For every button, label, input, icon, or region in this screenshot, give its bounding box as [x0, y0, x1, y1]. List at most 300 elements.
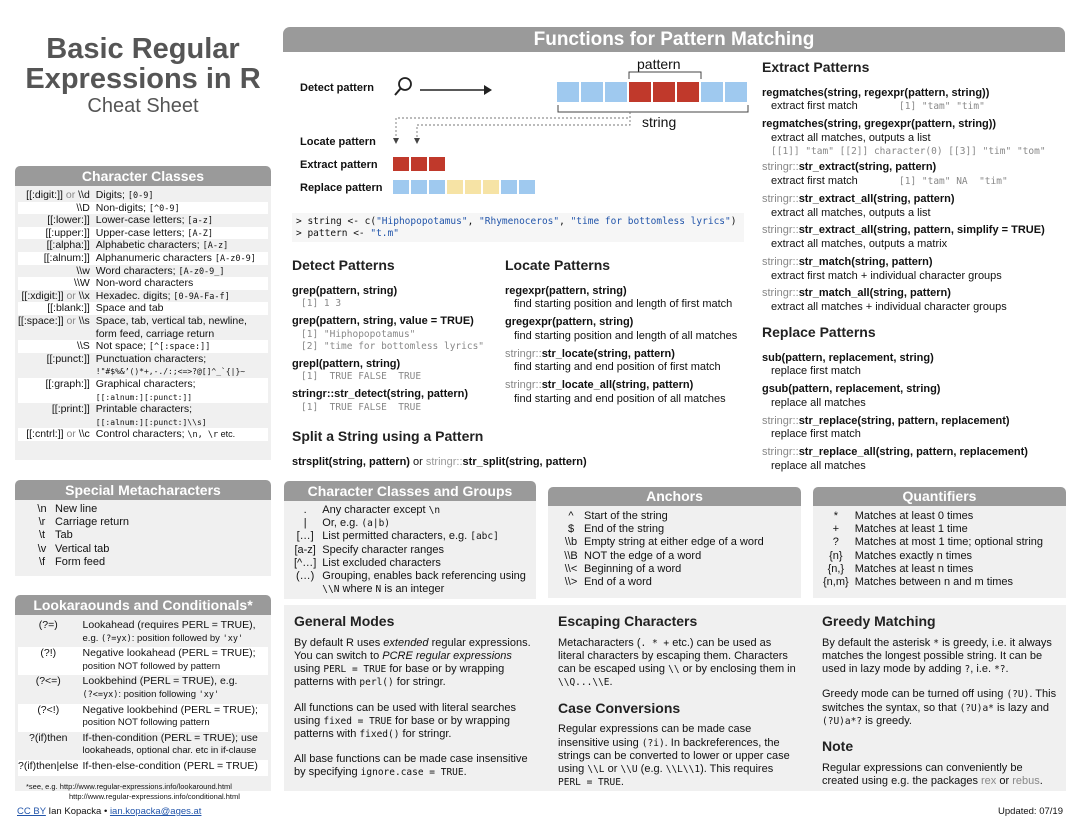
row-desc [322, 504, 526, 517]
desc-text: Not space; [95, 340, 149, 353]
class-row [18, 277, 268, 290]
lookaround-row [18, 732, 268, 760]
symbol-text: [[:print:]] [51, 403, 90, 416]
desc-text: Non-word characters [95, 277, 194, 290]
code-text: !"#$%&’()*+,-./:;<=>?@[]^_`{|}~ [95, 367, 246, 377]
function-text: str_extract_all(string, pattern) [798, 192, 955, 205]
desc-text: Any character except [322, 504, 429, 516]
desc-text: Carriage return [55, 516, 129, 529]
desc-text: Graphical characters; [95, 377, 196, 390]
desc-text: Specify character ranges [322, 543, 444, 556]
class-row [18, 252, 268, 265]
code-text: , [559, 216, 571, 227]
table-row [564, 523, 764, 536]
desc-text: List permitted characters, e.g. [322, 530, 471, 543]
paragraph: All functions can be used with literal searches using fixed = TRUE for base or by wrapping patterns with fixed() for stringr. [294, 701, 516, 740]
row-desc [55, 543, 129, 556]
lookaround-symbol: ?(if)then|else [18, 759, 79, 772]
desc-text: Lookahead (requires PERL = TRUE), [82, 619, 256, 631]
cell [677, 82, 699, 102]
class-desc [96, 353, 268, 378]
cell [653, 82, 675, 102]
row-desc [55, 503, 129, 516]
class-row [18, 302, 268, 315]
function-desc: extract first match + individual character groups [771, 269, 1002, 282]
code-text: N [375, 584, 382, 596]
code-string: "t.m" [370, 228, 399, 239]
function-name: regexpr(pattern, string) [505, 284, 627, 297]
function-text: str_detect(string, pattern) [334, 388, 469, 401]
note-line: http://www.regular-expressions.info/conditional.html [69, 791, 240, 801]
note-text [822, 762, 1060, 788]
row-symbol: [^…] [294, 556, 317, 569]
package-name: rex [981, 774, 997, 787]
lookarounds-panel [15, 615, 271, 801]
code-string: "time for bottomless lyrics" [570, 216, 731, 227]
main-header: Functions for Pattern Matching [283, 27, 1065, 52]
package-prefix: stringr:: [762, 192, 799, 205]
string-label: string [642, 114, 677, 130]
function-desc: replace first match [771, 428, 861, 441]
desc-text: Upper-case letters; [95, 226, 188, 239]
quantifiers-table [823, 510, 1043, 589]
function-name [505, 348, 755, 362]
desc-text: Matches at least 1 time [854, 523, 968, 536]
desc-text: Space, tab, vertical tab, newline, form feed, carriage return [95, 314, 247, 340]
desc-text: Or, e.g. [322, 517, 362, 530]
detect-pattern-label: Detect pattern [300, 82, 374, 94]
lookaround-symbol: (?!) [40, 647, 57, 660]
function-desc: find starting and end position of all matches [514, 392, 726, 405]
function-name: gregexpr(pattern, string) [505, 316, 634, 328]
function-output: [1] TRUE FALSE TRUE [301, 402, 422, 413]
table-row [823, 510, 1043, 523]
class-desc [96, 265, 268, 278]
or-text: or [63, 289, 79, 302]
package-prefix: stringr:: [762, 446, 799, 458]
pattern-brace [628, 70, 702, 80]
row-desc [855, 550, 1043, 563]
row-symbol: \\> [564, 575, 578, 588]
table-row [823, 536, 1043, 549]
code-text: 'xy' [222, 633, 244, 644]
code-text: > string <- c( [296, 216, 377, 227]
class-row [18, 378, 268, 403]
class-symbol [18, 340, 96, 353]
section-title: Split a String using a Pattern [292, 428, 484, 444]
class-desc [96, 302, 268, 315]
package-prefix: stringr:: [425, 455, 463, 468]
note-line [822, 775, 1060, 788]
desc-text: : position followed by [131, 632, 223, 644]
special-metacharacters-panel [15, 500, 271, 576]
function-desc: replace all matches [771, 459, 866, 472]
lookaround-desc [83, 704, 268, 732]
package-prefix: stringr:: [762, 287, 799, 300]
footer-credit [17, 806, 201, 818]
cell [519, 180, 535, 194]
class-desc [96, 252, 268, 265]
special-metacharacters-table [35, 503, 129, 569]
symbol-text: \\s [78, 314, 90, 327]
function-name: gsub(pattern, replacement, string) [762, 383, 941, 395]
desc-text: Alphabetic characters; [95, 239, 203, 252]
function-text: str_match(string, pattern) [798, 255, 933, 268]
code-text: [A-z] [202, 241, 229, 252]
desc-text: Negative lookahead (PERL = TRUE); [82, 647, 256, 660]
desc-text: If-then-condition (PERL = TRUE); use [82, 731, 258, 744]
table-row [294, 504, 526, 517]
row-desc [855, 576, 1043, 589]
code-text: \n, \r [187, 430, 219, 441]
extract-pattern-label: Extract pattern [300, 159, 378, 171]
function-output: [1] "tam" "tim" [899, 101, 985, 113]
code-text: 'xy' [198, 689, 220, 700]
section-title: Locate Patterns [505, 257, 611, 273]
or-text: or [62, 189, 79, 201]
function-text: str_replace_all(string, pattern, replacement) [798, 446, 1028, 458]
extract-cells [393, 157, 445, 171]
class-row [18, 315, 268, 340]
desc-text: Form feed [55, 555, 106, 568]
desc-text: Non-digits; [95, 201, 149, 214]
function-name: grep(pattern, string) [292, 284, 398, 297]
function-desc: find starting position and length of first match [514, 298, 733, 311]
row-symbol: \f [38, 555, 46, 568]
code-text: (?<=yx) [82, 689, 119, 700]
replace-patterns-section [762, 324, 1072, 474]
symbol-text: [[:punct:]] [46, 352, 90, 365]
section-title: General Modes [294, 613, 395, 629]
table-row [35, 516, 129, 529]
function-text: str_replace(string, pattern, replacement) [798, 414, 1010, 427]
function-desc: replace all matches [771, 396, 866, 409]
function-desc: find starting position and length of all matches [514, 329, 738, 342]
code-string: "Hiphopopotamus" [376, 216, 468, 227]
desc-text: Lookbehind (PERL = TRUE), e.g. [82, 675, 238, 688]
desc-text: Vertical tab [55, 542, 110, 555]
function-name: regmatches(string, regexpr(pattern, string)) [762, 86, 990, 99]
paragraph: Regular expressions can be made case insensitive using (?i). In backreferences, the strings can be converted to lower or upper case using \\L or \\U (e.g. \\L\\1). This requires PERL = TRUE. [558, 723, 790, 789]
table-row [823, 550, 1043, 563]
code-text: [A-Z] [187, 228, 214, 239]
table-row [564, 563, 764, 576]
greedy-section [822, 613, 1060, 788]
function-text: strsplit(string, pattern) [292, 455, 410, 468]
desc-text: extract first match [771, 100, 858, 113]
class-desc [96, 202, 268, 215]
cheat-sheet-title [16, 34, 270, 118]
special-metacharacters-header: Special Metacharacters [15, 480, 271, 500]
symbol-text: [[:blank:]] [47, 302, 90, 315]
author-name: Ian Kopacka • [45, 806, 110, 817]
package-prefix: stringr:: [762, 161, 799, 174]
desc-text: Matches between n and m times [854, 575, 1014, 588]
function-name [762, 193, 1072, 207]
function-name: grepl(pattern, string) [292, 357, 401, 370]
function-name: regmatches(string, gregexpr(pattern, string)) [762, 118, 997, 130]
desc-text: Printable characters; [95, 403, 193, 416]
class-symbol [18, 378, 96, 403]
class-row [18, 214, 268, 227]
desc-text: New line [55, 503, 98, 515]
pattern-label: pattern [637, 56, 681, 72]
row-symbol: . [303, 504, 307, 516]
example-code [292, 213, 744, 242]
package-prefix: stringr:: [292, 388, 335, 401]
desc-text: Matches at least 0 times [854, 510, 974, 522]
symbol-text: \\w [76, 264, 90, 277]
function-name: sub(pattern, replacement, string) [762, 351, 934, 364]
table-row [823, 576, 1043, 589]
desc-text: is an integer [381, 583, 445, 596]
code-text: (a|b) [361, 518, 391, 530]
cell [701, 82, 723, 102]
desc-text: e.g. [82, 632, 102, 644]
class-desc [96, 189, 268, 202]
row-desc [322, 517, 526, 530]
function-name [762, 224, 1072, 238]
table-row [35, 503, 129, 516]
row-desc [322, 544, 526, 557]
symbol-text: \\D [76, 201, 90, 214]
row-symbol: […] [296, 530, 314, 543]
package-prefix: stringr:: [762, 414, 799, 427]
table-row [564, 550, 764, 563]
section-title: Detect Patterns [292, 257, 395, 273]
function-text: str_split(string, pattern) [462, 455, 587, 468]
row-symbol: | [303, 517, 307, 530]
general-modes-section [294, 613, 534, 791]
class-symbol [18, 403, 96, 428]
class-symbol [18, 227, 96, 240]
class-row [18, 403, 268, 428]
code-text: [[:alnum:][:punct:]] [95, 392, 193, 402]
row-desc [55, 516, 129, 529]
row-desc [584, 536, 764, 549]
desc-text: position NOT followed by pattern [82, 660, 221, 672]
function-name [292, 456, 752, 470]
code-text: [A-z0-9_] [178, 266, 225, 277]
row-symbol: \r [38, 516, 46, 529]
cell [605, 82, 627, 102]
class-desc [96, 214, 268, 227]
lookaround-desc [83, 760, 268, 776]
desc-text: Lower-case letters; [95, 214, 188, 227]
detect-patterns-section [292, 257, 502, 414]
paragraph: By default the asterisk * is greedy, i.e. it always matches the longest possible string. It can be used in lazy mode by adding ?, i.e. *?. [822, 636, 1052, 676]
lookaround-row [18, 760, 268, 776]
note-line: *see, e.g. http://www.regular-expressions.info/lookaround.html [26, 781, 232, 791]
table-row [564, 510, 764, 523]
class-desc [96, 290, 268, 303]
cell [411, 180, 427, 194]
string-cells [557, 82, 747, 102]
class-row [18, 265, 268, 278]
function-name [762, 446, 1072, 460]
desc-text: End of a word [584, 575, 652, 588]
symbol-text: [[:graph:]] [45, 377, 90, 390]
desc-text: List excluded characters [322, 556, 441, 569]
email-link[interactable]: ian.kopacka@ages.at [109, 806, 202, 817]
symbol-text: [[:alnum:]] [43, 251, 90, 264]
function-name [762, 415, 1072, 429]
function-desc: extract all matches, outputs a list [771, 206, 931, 219]
escaping-section [558, 613, 798, 801]
desc-text: Matches exactly n times [854, 549, 973, 562]
function-desc [762, 100, 1072, 114]
row-symbol: {n,} [827, 562, 845, 575]
symbol-text: [[:lower:]] [47, 214, 90, 227]
cell [483, 180, 499, 194]
locate-connector [388, 112, 638, 148]
row-desc [584, 550, 764, 563]
desc-text: Digits; [95, 189, 128, 201]
function-name [762, 287, 1072, 301]
function-name [292, 388, 502, 402]
cell [393, 157, 409, 171]
function-text: str_locate_all(string, pattern) [541, 379, 694, 391]
arrow-icon [420, 84, 492, 96]
paragraph: All base functions can be made case insensitive by specifying ignore.case = TRUE. [294, 753, 528, 779]
class-desc [96, 315, 268, 340]
class-symbol [18, 189, 96, 202]
class-symbol [18, 239, 96, 252]
cell [465, 180, 481, 194]
row-desc [584, 563, 764, 576]
locate-patterns-section [505, 257, 755, 407]
class-row [18, 290, 268, 303]
row-desc [855, 523, 1043, 536]
function-output: [1] "Hiphopopotamus" [301, 328, 416, 340]
desc-text: Negative lookbehind (PERL = TRUE); [82, 703, 258, 716]
class-desc [96, 340, 268, 353]
code-text: [^[:space:]] [148, 342, 211, 353]
class-symbol [18, 353, 96, 378]
row-symbol: ^ [568, 510, 574, 522]
symbol-text: \\S [76, 340, 90, 353]
lookaround-desc [83, 732, 268, 760]
class-desc [96, 277, 268, 290]
groups-panel [284, 501, 536, 599]
character-classes-header: Character Classes [15, 166, 271, 186]
lookaround-note [18, 782, 268, 802]
paragraph: By default R uses extended regular expressions. You can switch to PCRE regular expressions using PERL = TRUE for base or by wrapping patterns with perl() for stringr. [294, 636, 531, 689]
class-desc [96, 403, 268, 428]
row-symbol: \\< [564, 562, 578, 575]
paragraph: Greedy mode can be turned off using (?U). This switches the syntax, so that (?U)a* is lazy and (?U)a*? is greedy. [822, 688, 1057, 727]
cell [393, 180, 409, 194]
function-text: str_extract(string, pattern) [798, 161, 937, 174]
function-output: [[1]] "tam" [[2]] character(0) [[3]] "tim" "tom" [771, 145, 1046, 157]
replace-cells [393, 180, 535, 194]
symbol-text: [[:upper:]] [45, 226, 90, 239]
row-desc [855, 536, 1043, 549]
desc-text: Control characters; [95, 428, 188, 441]
table-row [294, 570, 526, 596]
or-text: or [409, 455, 426, 468]
desc-text: Beginning of a word [584, 562, 682, 575]
row-symbol: (…) [295, 569, 315, 582]
cell [629, 82, 651, 102]
class-symbol [18, 302, 96, 315]
quantifiers-panel [813, 506, 1066, 598]
class-desc [96, 378, 268, 403]
symbol-text: \\d [78, 189, 90, 201]
lookarounds-table [18, 619, 268, 776]
code-text: [^0-9] [148, 203, 180, 214]
lookaround-symbol: (?<=) [35, 675, 61, 688]
groups-table [294, 504, 526, 596]
license-link[interactable]: CC BY [17, 806, 46, 817]
desc-text: Matches at most 1 time; optional string [854, 536, 1043, 549]
desc-text: Word characters; [95, 264, 179, 277]
cell [447, 180, 463, 194]
row-symbol: + [832, 523, 840, 536]
class-symbol [18, 214, 96, 227]
function-text: str_match_all(string, pattern) [798, 287, 951, 300]
lookaround-symbol: (?<!) [37, 703, 60, 716]
package-name: rebus [1012, 774, 1040, 787]
table-row [823, 523, 1043, 536]
class-row [18, 353, 268, 378]
section-title: Note [822, 737, 854, 754]
section-title: Extract Patterns [762, 59, 870, 75]
function-desc: extract all matches, outputs a list [771, 131, 931, 144]
anchors-header: Anchors [548, 487, 801, 506]
desc-text: NOT the edge of a word [584, 549, 702, 562]
row-symbol: {n} [829, 549, 843, 562]
lookaround-row [18, 704, 268, 732]
table-row [35, 529, 129, 542]
code-text: \n [428, 505, 441, 516]
paragraph: Metacharacters (. * + etc.) can be used as literal characters by escaping them. Characters can be escaped using \\ or by enclosing them in \\Q...\\E. [558, 636, 796, 689]
row-symbol: \v [37, 542, 47, 555]
lookaround-desc [83, 675, 268, 703]
desc-text: End of the string [584, 523, 665, 536]
split-section [292, 428, 752, 469]
desc-text: : position following [118, 688, 199, 700]
class-symbol [18, 277, 96, 290]
package-prefix: stringr:: [505, 379, 542, 391]
lookaround-row [18, 675, 268, 703]
code-text: ) [730, 216, 737, 227]
lookaround-desc [83, 619, 268, 647]
symbol-text: [[:digit:]] [26, 189, 63, 201]
lookarounds-header: Lookaraounds and Conditionals* [15, 595, 271, 615]
desc-text: Grouping, enables back referencing using [322, 569, 526, 582]
function-name [505, 379, 755, 393]
cell [429, 157, 445, 171]
desc-text: Start of the string [584, 510, 668, 522]
replace-pattern-label: Replace pattern [300, 182, 383, 194]
desc-text: position NOT following pattern [82, 717, 210, 729]
symbol-text: [[:cntrl:]] [26, 428, 64, 441]
function-text: str_locate(string, pattern) [541, 347, 675, 360]
character-classes-table [18, 189, 268, 441]
row-symbol: * [833, 510, 838, 522]
note-line: Regular expressions can conveniently be [822, 761, 1023, 774]
row-symbol: \\B [564, 549, 578, 562]
cell [501, 180, 517, 194]
cell [725, 82, 747, 102]
row-desc [55, 529, 129, 542]
package-prefix: stringr:: [762, 224, 799, 237]
row-symbol: \n [37, 503, 47, 515]
quantifiers-header: Quantifiers [813, 487, 1066, 506]
table-row [823, 563, 1043, 576]
class-symbol [18, 428, 96, 441]
